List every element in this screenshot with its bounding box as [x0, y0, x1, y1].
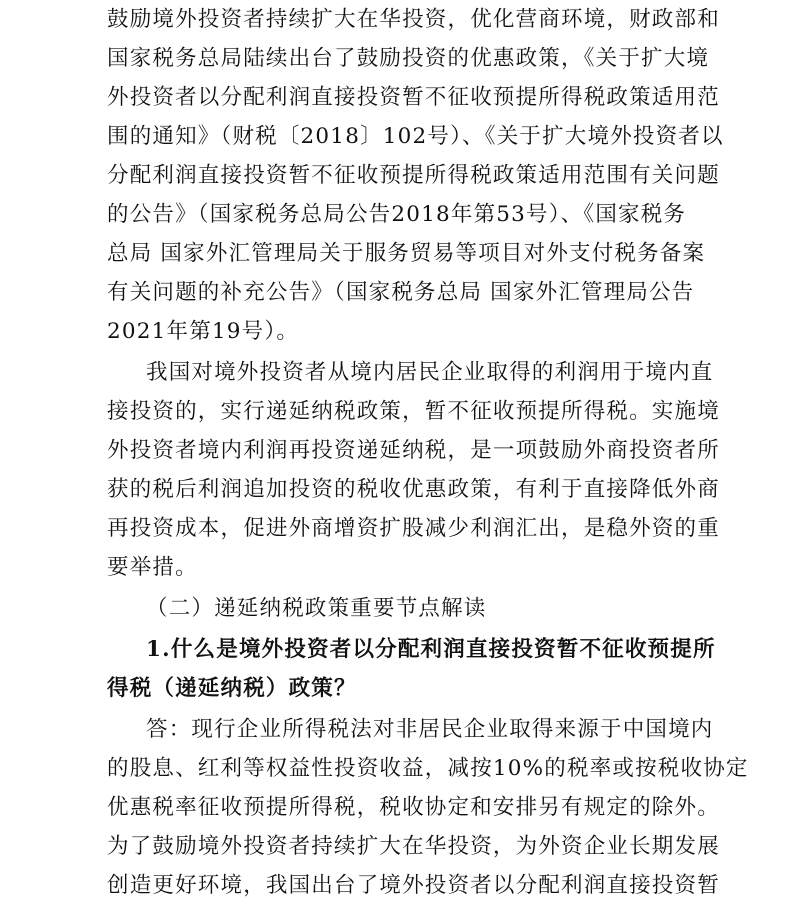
text-line-2: 国家税务总局陆续出台了鼓励投资的优惠政策，《关于扩大境: [107, 46, 710, 71]
paragraph-2-line-4: 获的税后利润追加投资的税收优惠政策，有利于直接降低外商: [107, 477, 720, 502]
text-line-4: 围的通知》（财税〔2018〕102号）、《关于扩大境外投资者以: [107, 124, 724, 149]
answer-line-2: 的股息、红利等权益性投资收益，减按10%的税率或按税收协定: [107, 756, 749, 781]
text-line-3: 外投资者以分配利润直接投资暂不征收预提所得税政策适用范: [107, 85, 720, 110]
paragraph-2-line-5: 再投资成本，促进外商增资扩股减少利润汇出，是稳外资的重: [107, 516, 720, 541]
text-line-7: 总局 国家外汇管理局关于服务贸易等项目对外支付税务备案: [107, 241, 706, 266]
answer-line-1: 答：现行企业所得税法对非居民企业取得来源于中国境内: [146, 717, 714, 742]
question-heading-line-2: 得税（递延纳税）政策？: [107, 676, 357, 701]
answer-line-5: 创造更好环境，我国出台了境外投资者以分配利润直接投资暂: [107, 873, 720, 898]
paragraph-2-line-3: 外投资者境内利润再投资递延纳税，是一项鼓励外商投资者所: [107, 438, 720, 463]
text-line-9: 2021年第19号）。: [107, 319, 300, 344]
paragraph-2-line-2: 接投资的，实行递延纳税政策，暂不征收预提所得税。实施境: [107, 399, 720, 424]
answer-line-4: 为了鼓励境外投资者持续扩大在华投资，为外资企业长期发展: [107, 834, 720, 859]
text-line-6: 的公告》（国家税务总局公告2018年第53号）、《国家税务: [107, 202, 687, 227]
paragraph-2-line-1: 我国对境外投资者从境内居民企业取得的利润用于境内直: [146, 360, 714, 385]
text-line-8: 有关问题的补充公告》（国家税务总局 国家外汇管理局公告: [107, 280, 695, 305]
question-heading-line-1: 1.什么是境外投资者以分配利润直接投资暂不征收预提所: [146, 637, 716, 662]
answer-line-3: 优惠税率征收预提所得税，税收协定和安排另有规定的除外。: [107, 795, 720, 820]
paragraph-2-line-6: 要举措。: [107, 555, 198, 580]
text-line-1: 鼓励境外投资者持续扩大在华投资，优化营商环境，财政部和: [107, 7, 720, 32]
text-line-5: 分配利润直接投资暂不征收预提所得税政策适用范围有关问题: [107, 163, 720, 188]
section-heading: （二）递延纳税政策重要节点解读: [146, 596, 487, 621]
